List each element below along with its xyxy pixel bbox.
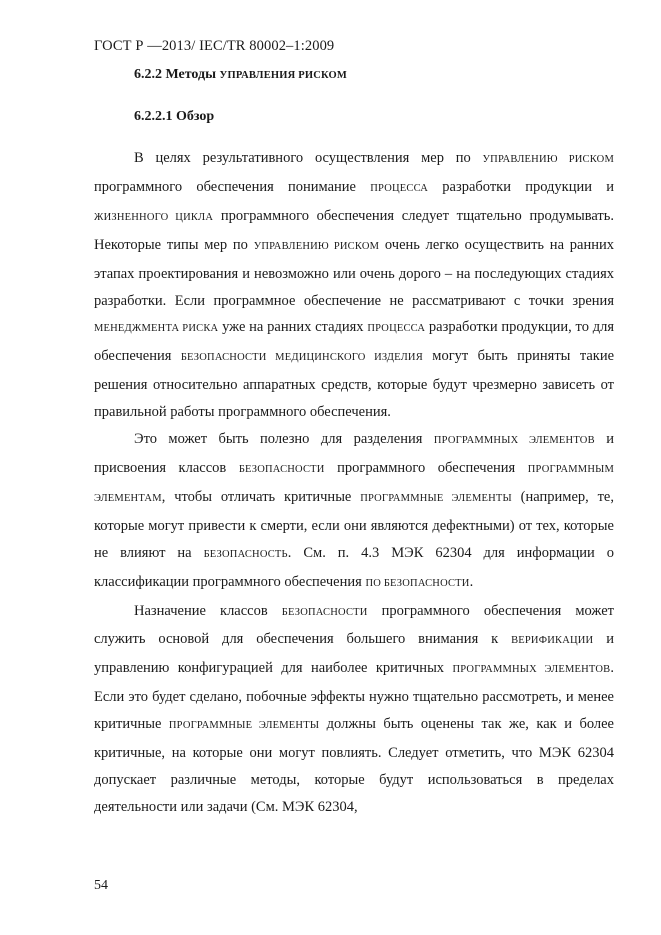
defined-term: ВЕРИФИКАЦИИ <box>511 635 594 647</box>
standard-header: ГОСТ Р —2013/ IEC/TR 80002–1:2009 <box>94 38 335 54</box>
text-run: разработки продукции, то для обеспечения <box>94 319 614 365</box>
defined-term: БЕЗОПАСНОСТИ <box>281 606 368 618</box>
defined-term: БЕЗОПАСНОСТЬ <box>203 548 288 560</box>
text-run: и управлению конфигурацией для наиболее критичных <box>94 631 614 677</box>
text-run: . <box>469 573 474 590</box>
text-run: очень легко осуществить на ранних этапах проектирования и невозможно или очень дорого – на последующих стадиях разработки. Если программное обеспечение не рассматривают с точки зрения <box>94 236 614 309</box>
text-run: Назначение классов <box>134 602 282 619</box>
section-number: 6.2.2 <box>134 67 162 82</box>
defined-term: ПРОГРАММНЫХ ЭЛЕМЕНТОВ <box>433 435 595 447</box>
section-heading-6-2-2 <box>134 67 347 83</box>
paragraph-2 <box>94 426 614 597</box>
section-title-word: Методы <box>165 67 217 82</box>
paragraph-1 <box>94 145 614 426</box>
text-run: и присвоения классов <box>94 431 614 476</box>
text-run: . Если это будет сделано, побочные эффекты нужно тщательно рассмотреть, и менее критичные <box>94 660 614 733</box>
defined-term: УПРАВЛЕНИЮ РИСКОМ <box>482 154 614 165</box>
text-run: Это может быть полезно для разделения <box>134 431 434 448</box>
body-text <box>94 145 614 821</box>
defined-term: ПРОГРАММНЫХ ЭЛЕМЕНТОВ <box>452 664 611 676</box>
defined-term: БЕЗОПАСНОСТИ МЕДИЦИНСКОГО ИЗДЕЛИЯ <box>180 352 423 364</box>
defined-term: ПРОГРАММНЫМ ЭЛЕМЕНТАМ <box>94 463 614 504</box>
defined-term: ПО БЕЗОПАСНОСТИ <box>365 577 470 589</box>
text-run: могут быть приняты такие решения относительно аппаратных средств, которые будут чрезмерно зависеть от правильной работы программного обеспечения. <box>94 348 615 421</box>
text-run: программного обеспечения следует тщательно продумывать. Некоторые типы мер по <box>94 207 614 253</box>
defined-term: МЕНЕДЖМЕНТА РИСКА <box>94 323 219 335</box>
section-title-term: УПРАВЛЕНИЯ РИСКОМ <box>219 70 348 81</box>
text-run: уже на ранних стадиях <box>218 319 368 336</box>
text-run: разработки продукции и <box>428 178 615 195</box>
text-run: . См. п. 4.3 МЭК 62304 для информации о классификации программного обеспечения <box>94 544 614 590</box>
text-run: программного обеспечения <box>324 459 528 476</box>
page-number: 54 <box>94 878 108 893</box>
defined-term: УПРАВЛЕНИЮ РИСКОМ <box>253 240 380 252</box>
defined-term: ПРОЦЕССА <box>367 323 426 335</box>
text-run: должны быть оценены так же, как и более критичные, на которые они могут повлиять. Следует отметить, что МЭК 62304 допускает различные методы, которые будут использоваться в пределах деятельности или задачи (См. МЭК 62304, <box>94 716 614 815</box>
text-run: программного обеспечения понимание <box>94 178 371 195</box>
paragraph-3 <box>94 598 614 821</box>
defined-term: ЖИЗНЕННОГО ЦИКЛА <box>94 211 214 223</box>
text-run: В целях результативного осуществления мер по <box>134 150 483 166</box>
text-run: (например, те, которые могут привести к смерти, если они являются дефектными) от тех, которые не влияют на <box>94 488 614 561</box>
text-run: , чтобы отличать критичные <box>161 488 361 505</box>
defined-term: БЕЗОПАСНОСТИ <box>238 463 325 475</box>
section-heading-6-2-2-1: 6.2.2.1 Обзор <box>134 109 215 124</box>
defined-term: ПРОГРАММНЫЕ ЭЛЕМЕНТЫ <box>168 720 320 732</box>
defined-term: ПРОЦЕССА <box>370 182 429 194</box>
text-run: программного обеспечения может служить основой для обеспечения большего внимания к <box>94 602 614 648</box>
defined-term: ПРОГРАММНЫЕ ЭЛЕМЕНТЫ <box>360 492 512 504</box>
